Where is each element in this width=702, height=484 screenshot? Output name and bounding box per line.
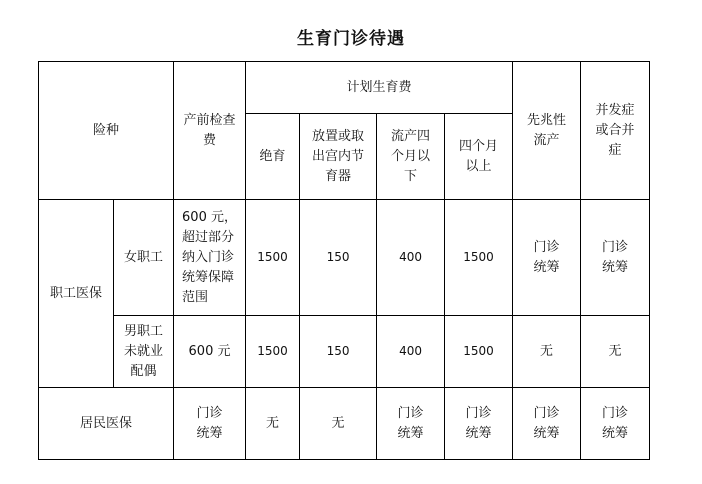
table-row	[39, 200, 650, 316]
header-iud: 放置或取 出宫内节 育器	[300, 114, 377, 200]
cell-abortion-over-4: 1500	[445, 200, 513, 316]
header-threatened-abortion: 先兆性 流产	[513, 62, 581, 200]
header-prenatal-exam: 产前检查 费	[174, 62, 246, 200]
row-label-female-employee: 女职工	[114, 200, 174, 316]
row-group-employee-insurance: 职工医保	[39, 200, 114, 388]
cell-iud: 150	[300, 200, 377, 316]
cell-complications: 门诊 统筹	[581, 388, 650, 460]
cell-abortion-under-4: 门诊 统筹	[377, 388, 445, 460]
cell-iud: 无	[300, 388, 377, 460]
cell-iud: 150	[300, 316, 377, 388]
table-row	[39, 388, 650, 460]
cell-sterilization: 1500	[246, 200, 300, 316]
header-insurance-type: 险种	[39, 62, 174, 200]
maternity-benefits-table	[38, 61, 650, 460]
page-title: 生育门诊待遇	[297, 29, 405, 49]
header-complications: 并发症 或合并 症	[581, 62, 650, 200]
cell-sterilization: 1500	[246, 316, 300, 388]
cell-abortion-over-4: 门诊 统筹	[445, 388, 513, 460]
cell-prenatal: 门诊 统筹	[174, 388, 246, 460]
header-sterilization: 绝育	[246, 114, 300, 200]
cell-abortion-under-4: 400	[377, 200, 445, 316]
cell-threatened-abortion: 无	[513, 316, 581, 388]
cell-threatened-abortion: 门诊 统筹	[513, 200, 581, 316]
header-abortion-over-4-months: 四个月 以上	[445, 114, 513, 200]
row-label-male-employee-spouse: 男职工 未就业 配偶	[114, 316, 174, 388]
cell-prenatal: 600 元	[174, 316, 246, 388]
cell-sterilization: 无	[246, 388, 300, 460]
header-family-planning: 计划生育费	[246, 62, 513, 114]
table-row	[39, 316, 650, 388]
cell-threatened-abortion: 门诊 统筹	[513, 388, 581, 460]
header-abortion-under-4-months: 流产四 个月以 下	[377, 114, 445, 200]
row-label-resident-insurance: 居民医保	[39, 388, 174, 460]
cell-abortion-under-4: 400	[377, 316, 445, 388]
cell-abortion-over-4: 1500	[445, 316, 513, 388]
cell-complications: 门诊 统筹	[581, 200, 650, 316]
cell-complications: 无	[581, 316, 650, 388]
cell-prenatal: 600 元， 超过部分 纳入门诊 统筹保障 范围	[174, 200, 246, 316]
